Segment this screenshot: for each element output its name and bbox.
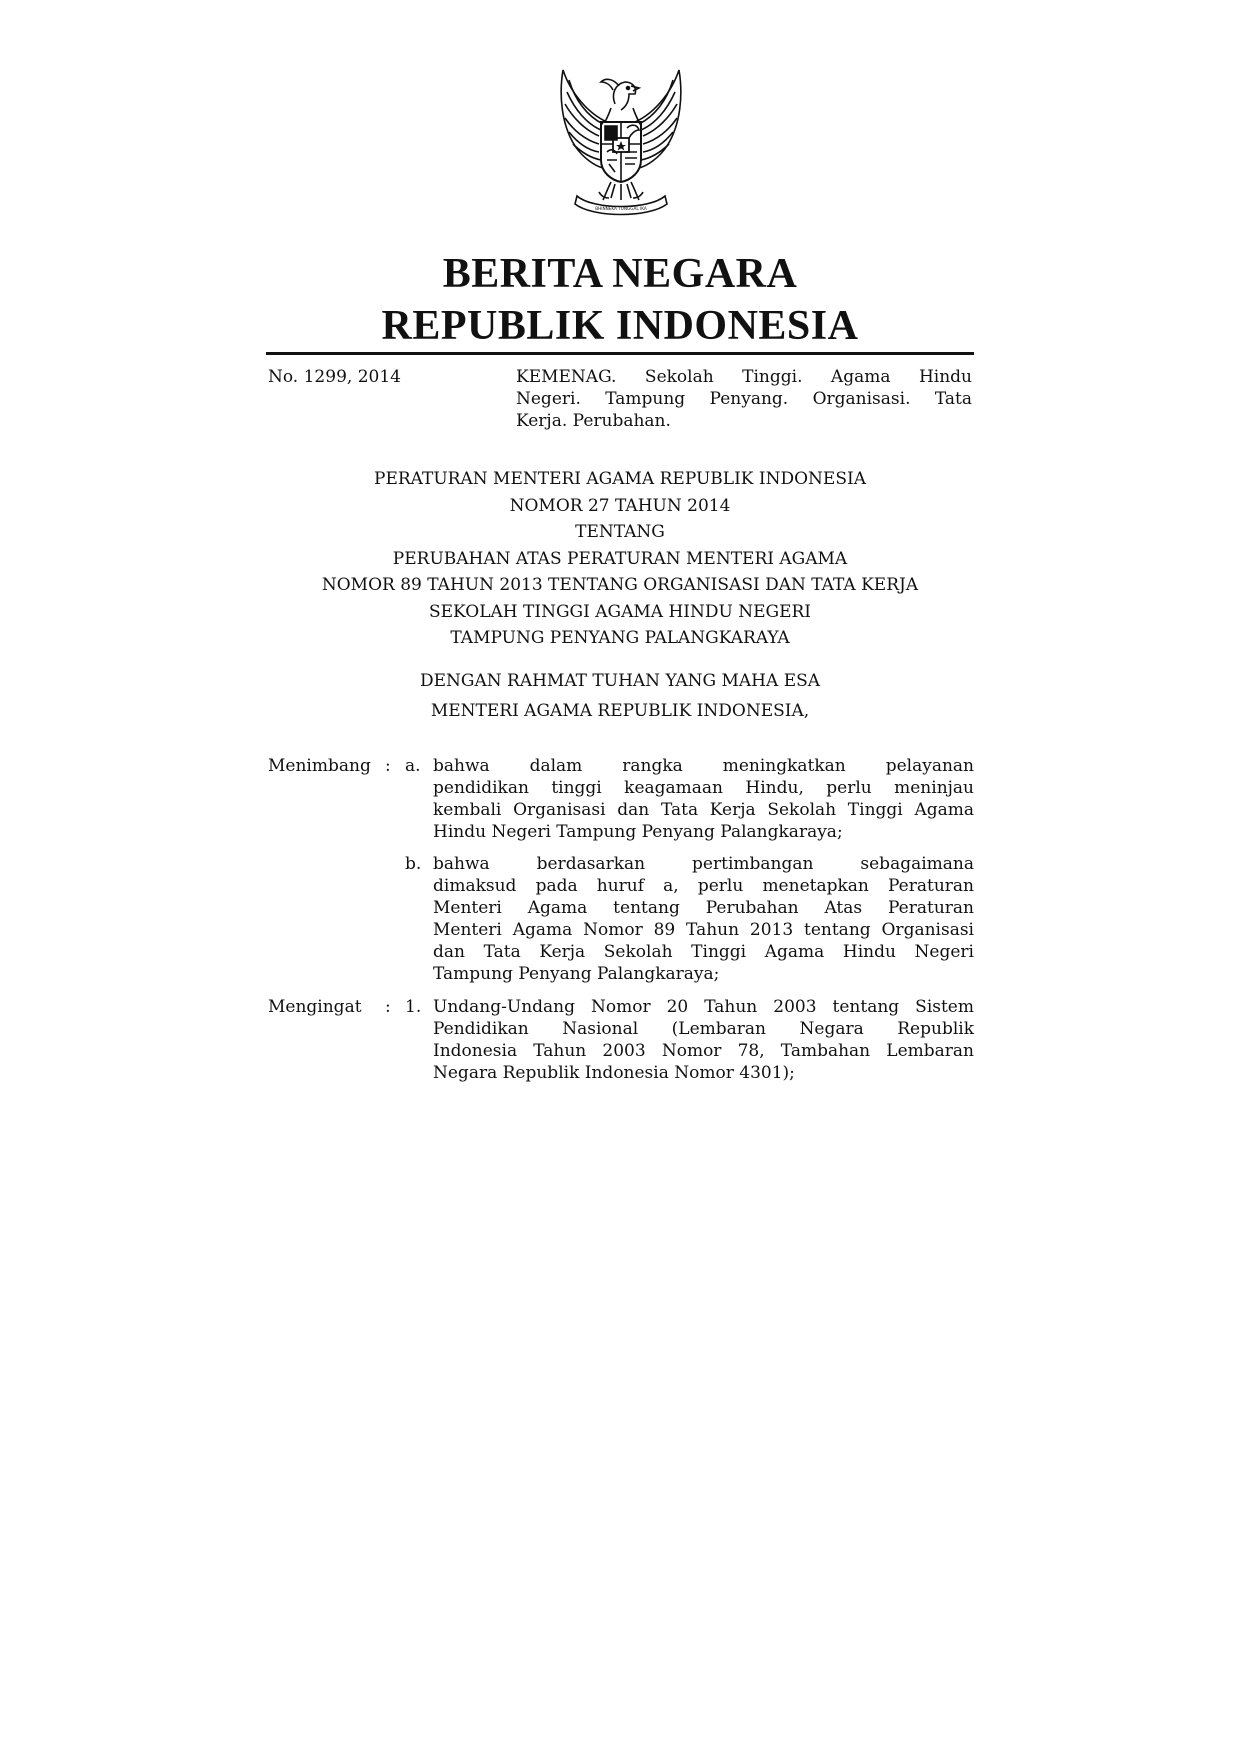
- issue-subject-line: Kerja. Perubahan.: [516, 411, 671, 431]
- regulation-title-line: PERUBAHAN ATAS PERATURAN MENTERI AGAMA: [392, 548, 848, 569]
- menimbang-a-line: kembali Organisasi dan Tata Kerja Sekolah Tinggi Agama: [433, 800, 974, 820]
- menimbang-b-line: Menteri Agama Nomor 89 Tahun 2013 tentang Organisasi: [433, 920, 974, 940]
- preamble: [0, 666, 1240, 726]
- menimbang-colon: :: [385, 756, 391, 776]
- regulation-title-line: NOMOR 89 TAHUN 2013 TENTANG ORGANISASI DAN TATA KERJA: [321, 575, 919, 595]
- mengingat-label: Mengingat: [268, 997, 362, 1017]
- gazette-title-line2: REPUBLIK INDONESIA: [381, 303, 859, 349]
- regulation-title-line: SEKOLAH TINGGI AGAMA HINDU NEGERI: [428, 601, 812, 622]
- menimbang-marker-a: a.: [405, 756, 421, 776]
- menimbang-b-line: Tampung Penyang Palangkaraya;: [433, 964, 720, 984]
- mengingat-1-line: Negara Republik Indonesia Nomor 4301);: [433, 1063, 795, 1083]
- issue-subject: [516, 366, 972, 432]
- menimbang-a-line: bahwa dalam rangka meningkatkan pelayanan: [433, 756, 974, 776]
- mengingat-item-1: [433, 996, 974, 1084]
- menimbang-b-line: dan Tata Kerja Sekolah Tinggi Agama Hindu Negeri: [433, 942, 974, 962]
- mengingat-1-line: Undang-Undang Nomor 20 Tahun 2003 tentang Sistem: [433, 997, 974, 1017]
- preamble-line: MENTERI AGAMA REPUBLIK INDONESIA,: [430, 701, 810, 721]
- mengingat-1-line: Pendidikan Nasional (Lembaran Negara Republik: [433, 1019, 974, 1039]
- issue-number: No. 1299, 2014: [268, 367, 401, 387]
- menimbang-b-line: dimaksud pada huruf a, perlu menetapkan Peraturan: [433, 876, 974, 896]
- regulation-title-line: TAMPUNG PENYANG PALANGKARAYA: [450, 628, 790, 648]
- regulation-title-line: NOMOR 27 TAHUN 2014: [509, 495, 731, 516]
- menimbang-a-line: Hindu Negeri Tampung Penyang Palangkaraya;: [433, 822, 843, 842]
- menimbang-marker-b: b.: [405, 854, 422, 874]
- gazette-title-line1: BERITA NEGARA: [442, 251, 798, 297]
- menimbang-item-b: [433, 853, 974, 985]
- menimbang-item-a: [433, 755, 974, 843]
- issue-subject-line: KEMENAG. Sekolah Tinggi. Agama Hindu: [516, 367, 972, 387]
- menimbang-a-line: pendidikan tinggi keagamaan Hindu, perlu meninjau: [433, 778, 974, 798]
- emblem-motto: BHINNEKA TUNGGAL IKA: [595, 206, 647, 211]
- regulation-title-line: TENTANG: [575, 522, 665, 542]
- menimbang-b-line: bahwa berdasarkan pertimbangan sebagaimana: [433, 854, 974, 874]
- mengingat-1-line: Indonesia Tahun 2003 Nomor 78, Tambahan Lembaran: [433, 1041, 974, 1061]
- regulation-title: [0, 466, 1240, 652]
- mengingat-marker-1: 1.: [405, 997, 422, 1017]
- issue-subject-line: Negeri. Tampung Penyang. Organisasi. Tata: [516, 389, 972, 409]
- menimbang-b-line: Menteri Agama tentang Perubahan Atas Peraturan: [433, 898, 974, 918]
- menimbang-label: Menimbang: [268, 756, 371, 776]
- mengingat-colon: :: [385, 997, 391, 1017]
- garuda-emblem: [549, 64, 693, 220]
- regulation-title-line: PERATURAN MENTERI AGAMA REPUBLIK INDONESIA: [374, 469, 866, 489]
- title-divider: [266, 352, 974, 355]
- preamble-line: DENGAN RAHMAT TUHAN YANG MAHA ESA: [419, 671, 821, 691]
